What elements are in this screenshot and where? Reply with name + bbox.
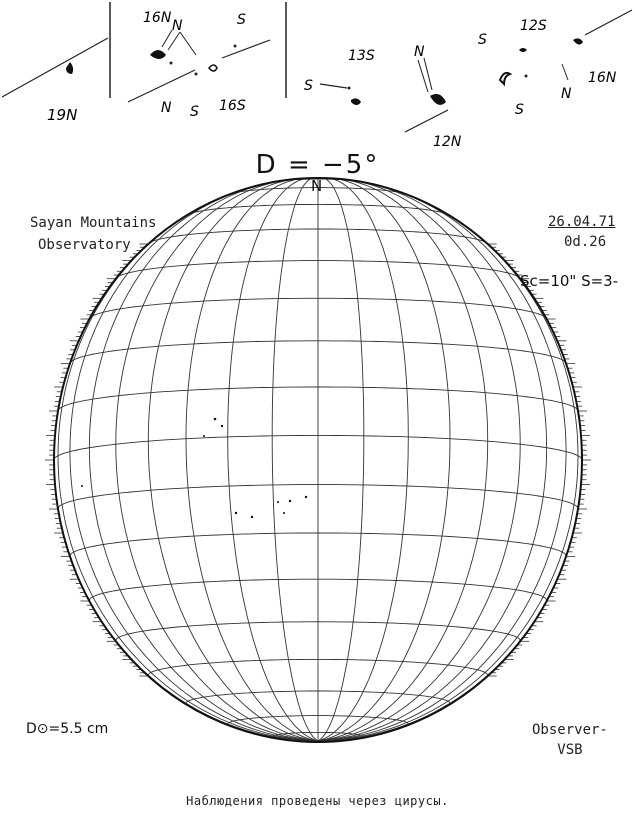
sketch4-label-12s: 12S: [520, 18, 547, 34]
sketch1-label: 19N: [47, 106, 78, 124]
observatory-line1: Sayan Mountains: [30, 215, 157, 231]
sketch4-spot-12s: [519, 48, 527, 52]
sketch2-label-n-bottom: N: [161, 100, 172, 116]
heliographic-grid: [54, 178, 582, 741]
sketch1-spot: [66, 62, 73, 74]
sketch4-label-n: N: [561, 86, 572, 102]
inclination-title: D = −5°: [255, 150, 380, 180]
sketch3-label-n: N: [414, 44, 425, 60]
sketch3-spot-12n: [430, 94, 446, 105]
meridian-line: [228, 178, 318, 741]
disk-diameter: D⊙=5.5 cm: [26, 721, 109, 737]
sketch2-spot-16n: [150, 50, 166, 59]
sketch2-axis: [128, 70, 195, 102]
sketch3-spot-13s: [351, 98, 361, 105]
sketch2-label-s-bottom: S: [190, 104, 199, 120]
meridian-line: [318, 179, 488, 741]
sketch4-label-16n: 16N: [588, 70, 617, 86]
sketch2-label-16n: 16N: [143, 10, 172, 26]
meridian-line: [318, 178, 450, 741]
observer-line2: VSB: [557, 742, 583, 758]
observatory-line2: Observatory: [38, 237, 131, 253]
meridian-line: [89, 181, 318, 741]
sketch4-axis: [585, 10, 632, 35]
sketch3-axis-s: [320, 84, 347, 88]
meridian-line: [318, 178, 408, 741]
observer-block: [532, 720, 608, 760]
meridian-line: [186, 178, 318, 741]
sketch4-spot-s: [500, 73, 510, 84]
sketch1-axis: [2, 38, 108, 97]
meridian-line: [148, 179, 318, 741]
solar-disk-grid: [0, 175, 635, 775]
sunspot-sketches: [0, 0, 635, 150]
meridian-line: [272, 178, 318, 741]
meridian-line: [318, 181, 547, 741]
meridian-line: [70, 188, 318, 741]
observation-date: 26.04.71: [548, 214, 616, 230]
sketch2-spot-16s: [209, 65, 217, 71]
sketch3-label-13s: 13S: [348, 48, 375, 64]
observation-time: 0d.26: [564, 234, 607, 250]
observation-note: Наблюдения проведены через цирусы.: [186, 794, 449, 808]
seeing-parameters: Sc=10" S=3-: [520, 272, 619, 290]
observer-line1: Observer-: [532, 722, 608, 738]
sketch3-label-s: S: [304, 78, 313, 94]
meridian-line: [318, 178, 364, 741]
sketch4-spot-16n: [573, 38, 583, 44]
observatory-name: [30, 212, 156, 256]
sketch2-axis-b: [222, 40, 270, 58]
meridian-line: [318, 188, 566, 741]
sketch4-label-s: S: [478, 32, 487, 48]
sketch3-axis: [405, 110, 448, 132]
sketch2-label-n-top: N: [172, 18, 183, 34]
sketch2-label-s-top: S: [237, 12, 246, 28]
sketch4-label-s-bottom: S: [515, 102, 524, 118]
north-marker: N: [311, 177, 323, 195]
sketch2-label-16s: 16S: [219, 98, 246, 114]
sketch3-label-12n: 12N: [433, 134, 462, 150]
